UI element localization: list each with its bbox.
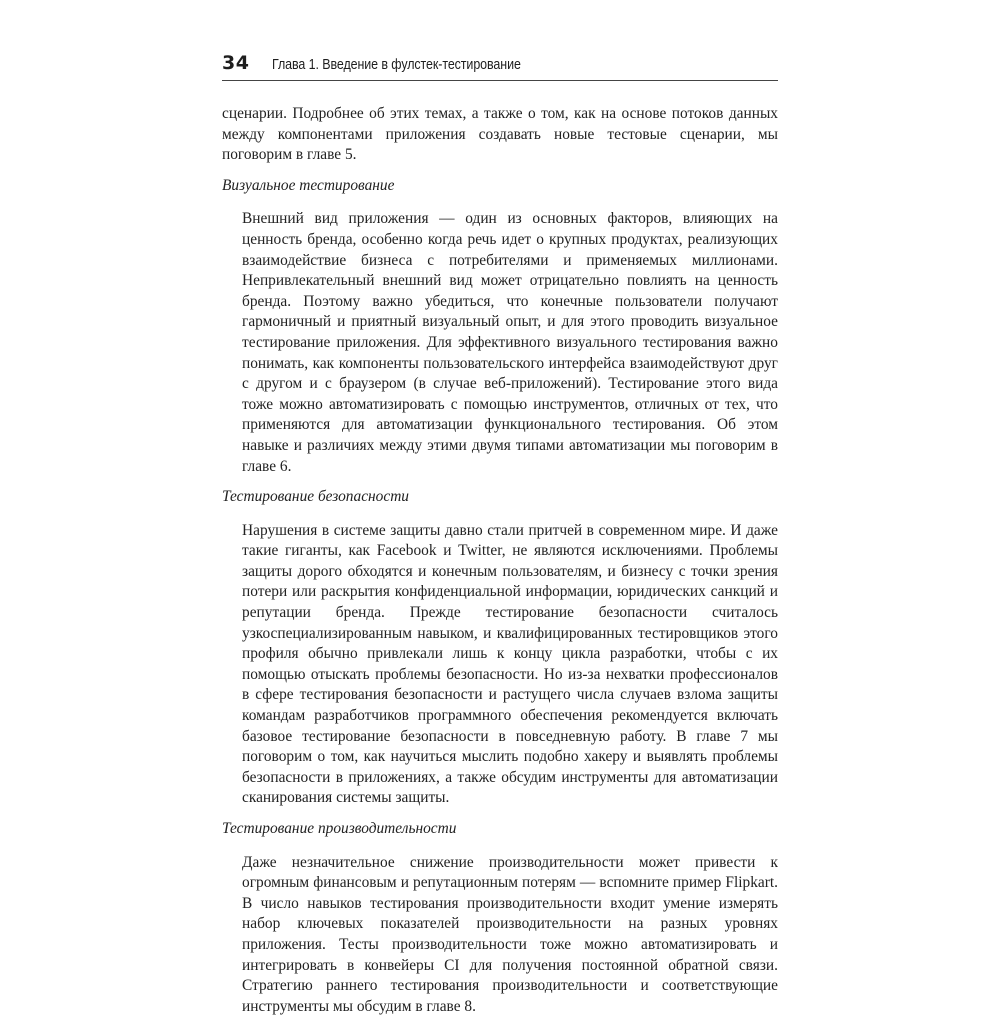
section-paragraph-performance: Даже незначительное снижение производительности может привести к огромным финансовым и репутационным потерям — вспомните пример Flipkart. В число навыков тестирования производительности входит умение измерять набор ключевых показателей производительности на разных уровнях приложения. Тесты производительности тоже можно автоматизировать и интегрировать в конвейеры CI для получения постоянной обратной связи. Стратегию раннего тестирования производительности и соответствующие инструменты мы обсудим в главе 8. xyxy=(242,853,778,1015)
section-heading-security: Тестирование безопасности xyxy=(222,488,410,506)
page-number: 34 xyxy=(222,52,250,74)
page-body xyxy=(222,104,778,1017)
section-heading-performance: Тестирование производительности xyxy=(222,820,457,837)
chapter-title: Глава 1. Введение в фулстек-тестирование xyxy=(272,57,521,73)
section-heading-visual: Визуальное тестирование xyxy=(222,176,395,194)
section-paragraph-visual: Внешний вид приложения — один из основных факторов, влияющих на ценность бренда, особенно когда речь идет о крупных продуктах, реализующих взаимодействие бизнеса с потребителями и применяемых миллионами. Непривлекательный внешний вид может отрицательно повлиять на ценность бренда. Поэтому важно убедиться, что конечные пользователи получают гармоничный и приятный визуальный опыт, и для этого проводить визуальное тестирование приложения. Для эффективного визуального тестирования важно понимать, как компоненты пользовательского интерфейса взаимодействуют друг с другом и с браузером (в случае веб-приложений). Тестирование этого вида тоже можно автоматизировать с помощью инструментов, отличных от тех, что применяются для автоматизации функционального тестирования. Об этом навыке и различиях между этими двумя типами автоматизации мы поговорим в главе 6. xyxy=(242,210,778,475)
intro-paragraph: сценарии. Подробнее об этих темах, а также о том, как на основе потоков данных между компонентами приложения создавать новые тестовые сценарии, мы поговорим в главе 5. xyxy=(222,105,778,164)
section-paragraph-security: Нарушения в системе защиты давно стали притчей в современном мире. И даже такие гиганты, как Facebook и Twitter, не являются исключениями. Проблемы защиты дорого обходятся и конечным пользователям, и бизнесу с точки зрения потери или раскрытия конфиденциальной информации, юридических санкций и репутации бренда. Прежде тестирование безопасности считалось узкоспециализированным навыком, и квалифицированных тестировщиков этого профиля обычно привлекали лишь к концу цикла разработки, чтобы с их помощью отыскать проблемы безопасности. Но из-за нехватки профессионалов в сфере тестирования безопасности и растущего числа случаев взлома защиты командам разработчиков программного обеспечения рекомендуется включать базовое тестирование безопасности в повседневную работу. В главе 7 мы поговорим о том, как научиться мыслить подобно хакеру и выявлять проблемы безопасности в приложениях, а также обсудим инструменты для автоматизации сканирования системы защиты. xyxy=(242,521,778,807)
running-header xyxy=(222,52,778,81)
